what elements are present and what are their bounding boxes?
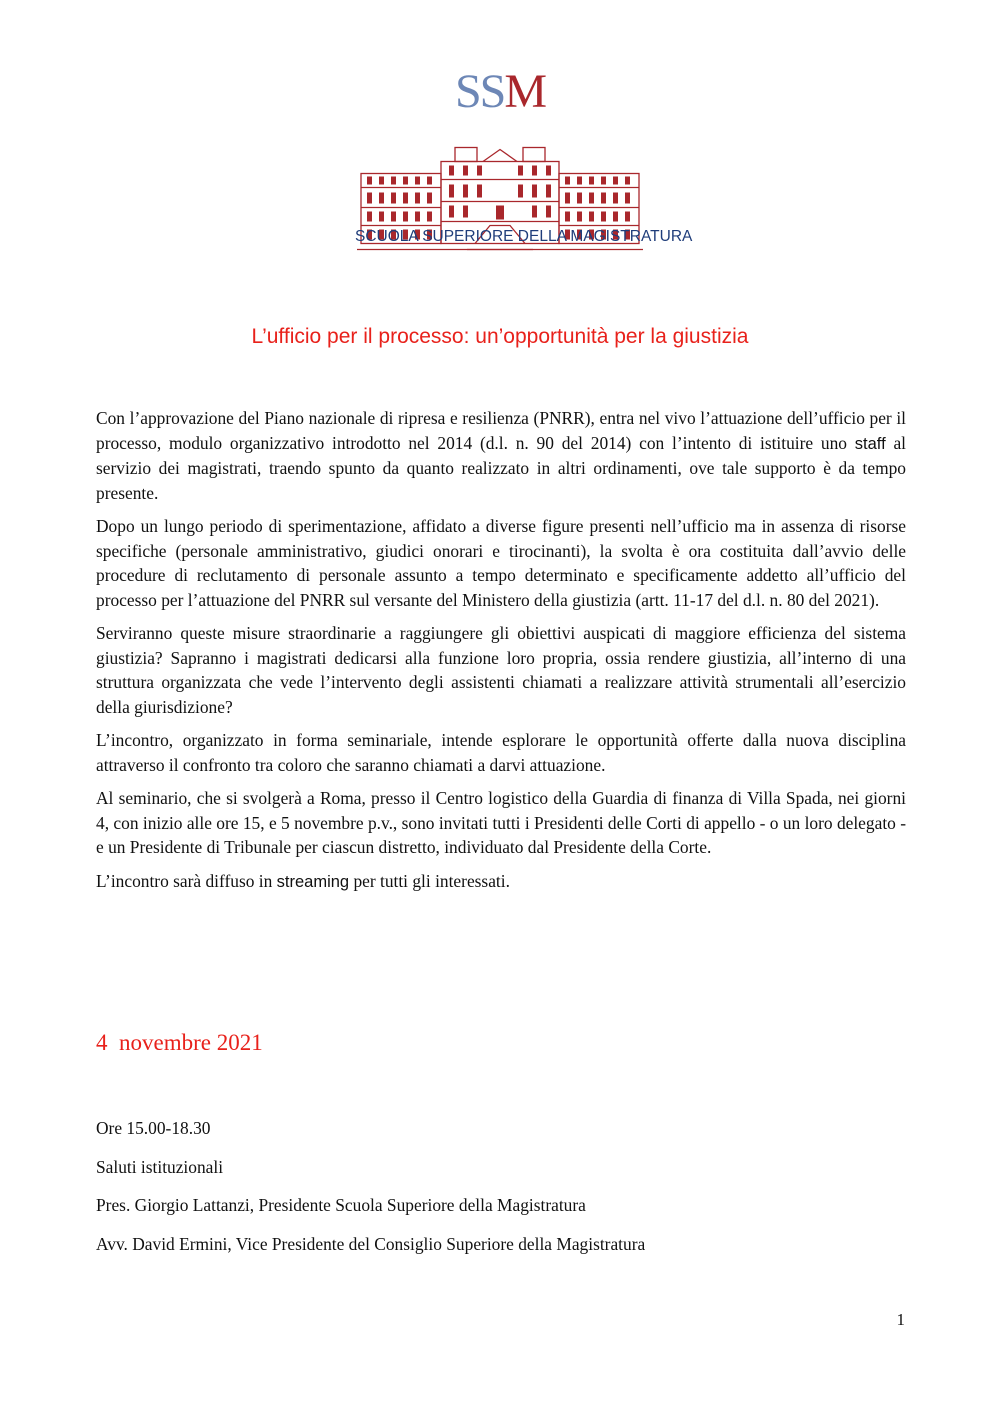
page-title: L’ufficio per il processo: un’opportunità per la giustizia (251, 325, 749, 348)
logo-caption: SCUOLA SUPERIORE DELLA MAGISTRATURA (355, 228, 693, 245)
logo-monogram-m: M (504, 65, 546, 118)
paragraph-2: Dopo un lungo periodo di sperimentazione, affidato a diverse figure presenti nell’ufficio ma in assenza di risorse specifiche (personale amministrativo, giudici onorari e tirocinanti), la svolta è ora costituita dall’avvio delle procedure di reclutamento di personale assunto a tempo determinato e specificamente addetto all’ufficio del processo per l’attuazione del PNRR sul versante del Ministero della giustizia (artt. 11-17 del d.l. n. 80 del 2021). (96, 516, 906, 610)
agenda-heading: Saluti istituzionali (96, 1156, 224, 1177)
paragraph-3: Serviranno queste misure straordinarie a raggiungere gli obiettivi auspicati di maggiore efficienza del sistema giustizia? Sapranno i magistrati dedicarsi alla funzione loro propria, ossia rendere giustizia, all’interno di una struttura organizzata che vede l’intervento degli assistenti chiamati a realizzare attività strumentali all’esercizio della giurisdizione? (96, 623, 906, 717)
agenda-speaker: Avv. David Ermini, Vice Presidente del Consiglio Superiore della Magistratura (96, 1233, 646, 1254)
agenda-speaker: Pres. Giorgio Lattanzi, Presidente Scuola Superiore della Magistratura (96, 1195, 586, 1215)
staff-term: staff (854, 434, 886, 453)
paragraph-1-end: al servizio dei magistrati, traendo spunto da quanto realizzato in altri ordinamenti, ove tale supporto è da tempo presente. (96, 432, 907, 503)
paragraph-4: L’incontro, organizzato in forma seminariale, intende esplorare le opportunità offerte dalla nuova disciplina attraverso il confronto tra coloro che saranno chiamati a darvi attuazione. (96, 730, 906, 775)
paragraph-1-start: Con l’approvazione del Piano nazionale di ripresa e resilienza (PNRR), entra nel vivo l’attuazione dell’ufficio per il processo, modulo organizzativo introdotto nel 2014 (d.l. n. 90 del 2014) con l’intento di istituire uno (96, 408, 906, 453)
event-date: 4 novembre 2021 (96, 1030, 263, 1055)
agenda (96, 1116, 906, 1270)
intro-text (96, 406, 906, 903)
page-number: 1 (896, 1310, 905, 1329)
paragraph-6-end: per tutti gli interessati. (349, 870, 510, 891)
palace-icon (355, 118, 693, 293)
paragraph-6 (96, 869, 906, 895)
logo-monogram (450, 65, 550, 118)
paragraph-6-start: L’incontro sarà diffuso in (96, 870, 277, 891)
agenda-time: Ore 15.00-18.30 (96, 1118, 211, 1138)
paragraph-1 (96, 406, 906, 505)
ssm-logo (355, 65, 693, 258)
streaming-term: streaming (276, 872, 350, 891)
logo-monogram-ss: SS (454, 65, 505, 118)
paragraph-5: Al seminario, che si svolgerà a Roma, presso il Centro logistico della Guardia di finanza di Villa Spada, nei giorni 4, con inizio alle ore 15, e 5 novembre p.v., sono invitati tutti i Presidenti delle Corti di appello - o un loro delegato - e un Presidente di Tribunale per ciascun distretto, individuato dal Presidente della Corte. (96, 788, 906, 857)
